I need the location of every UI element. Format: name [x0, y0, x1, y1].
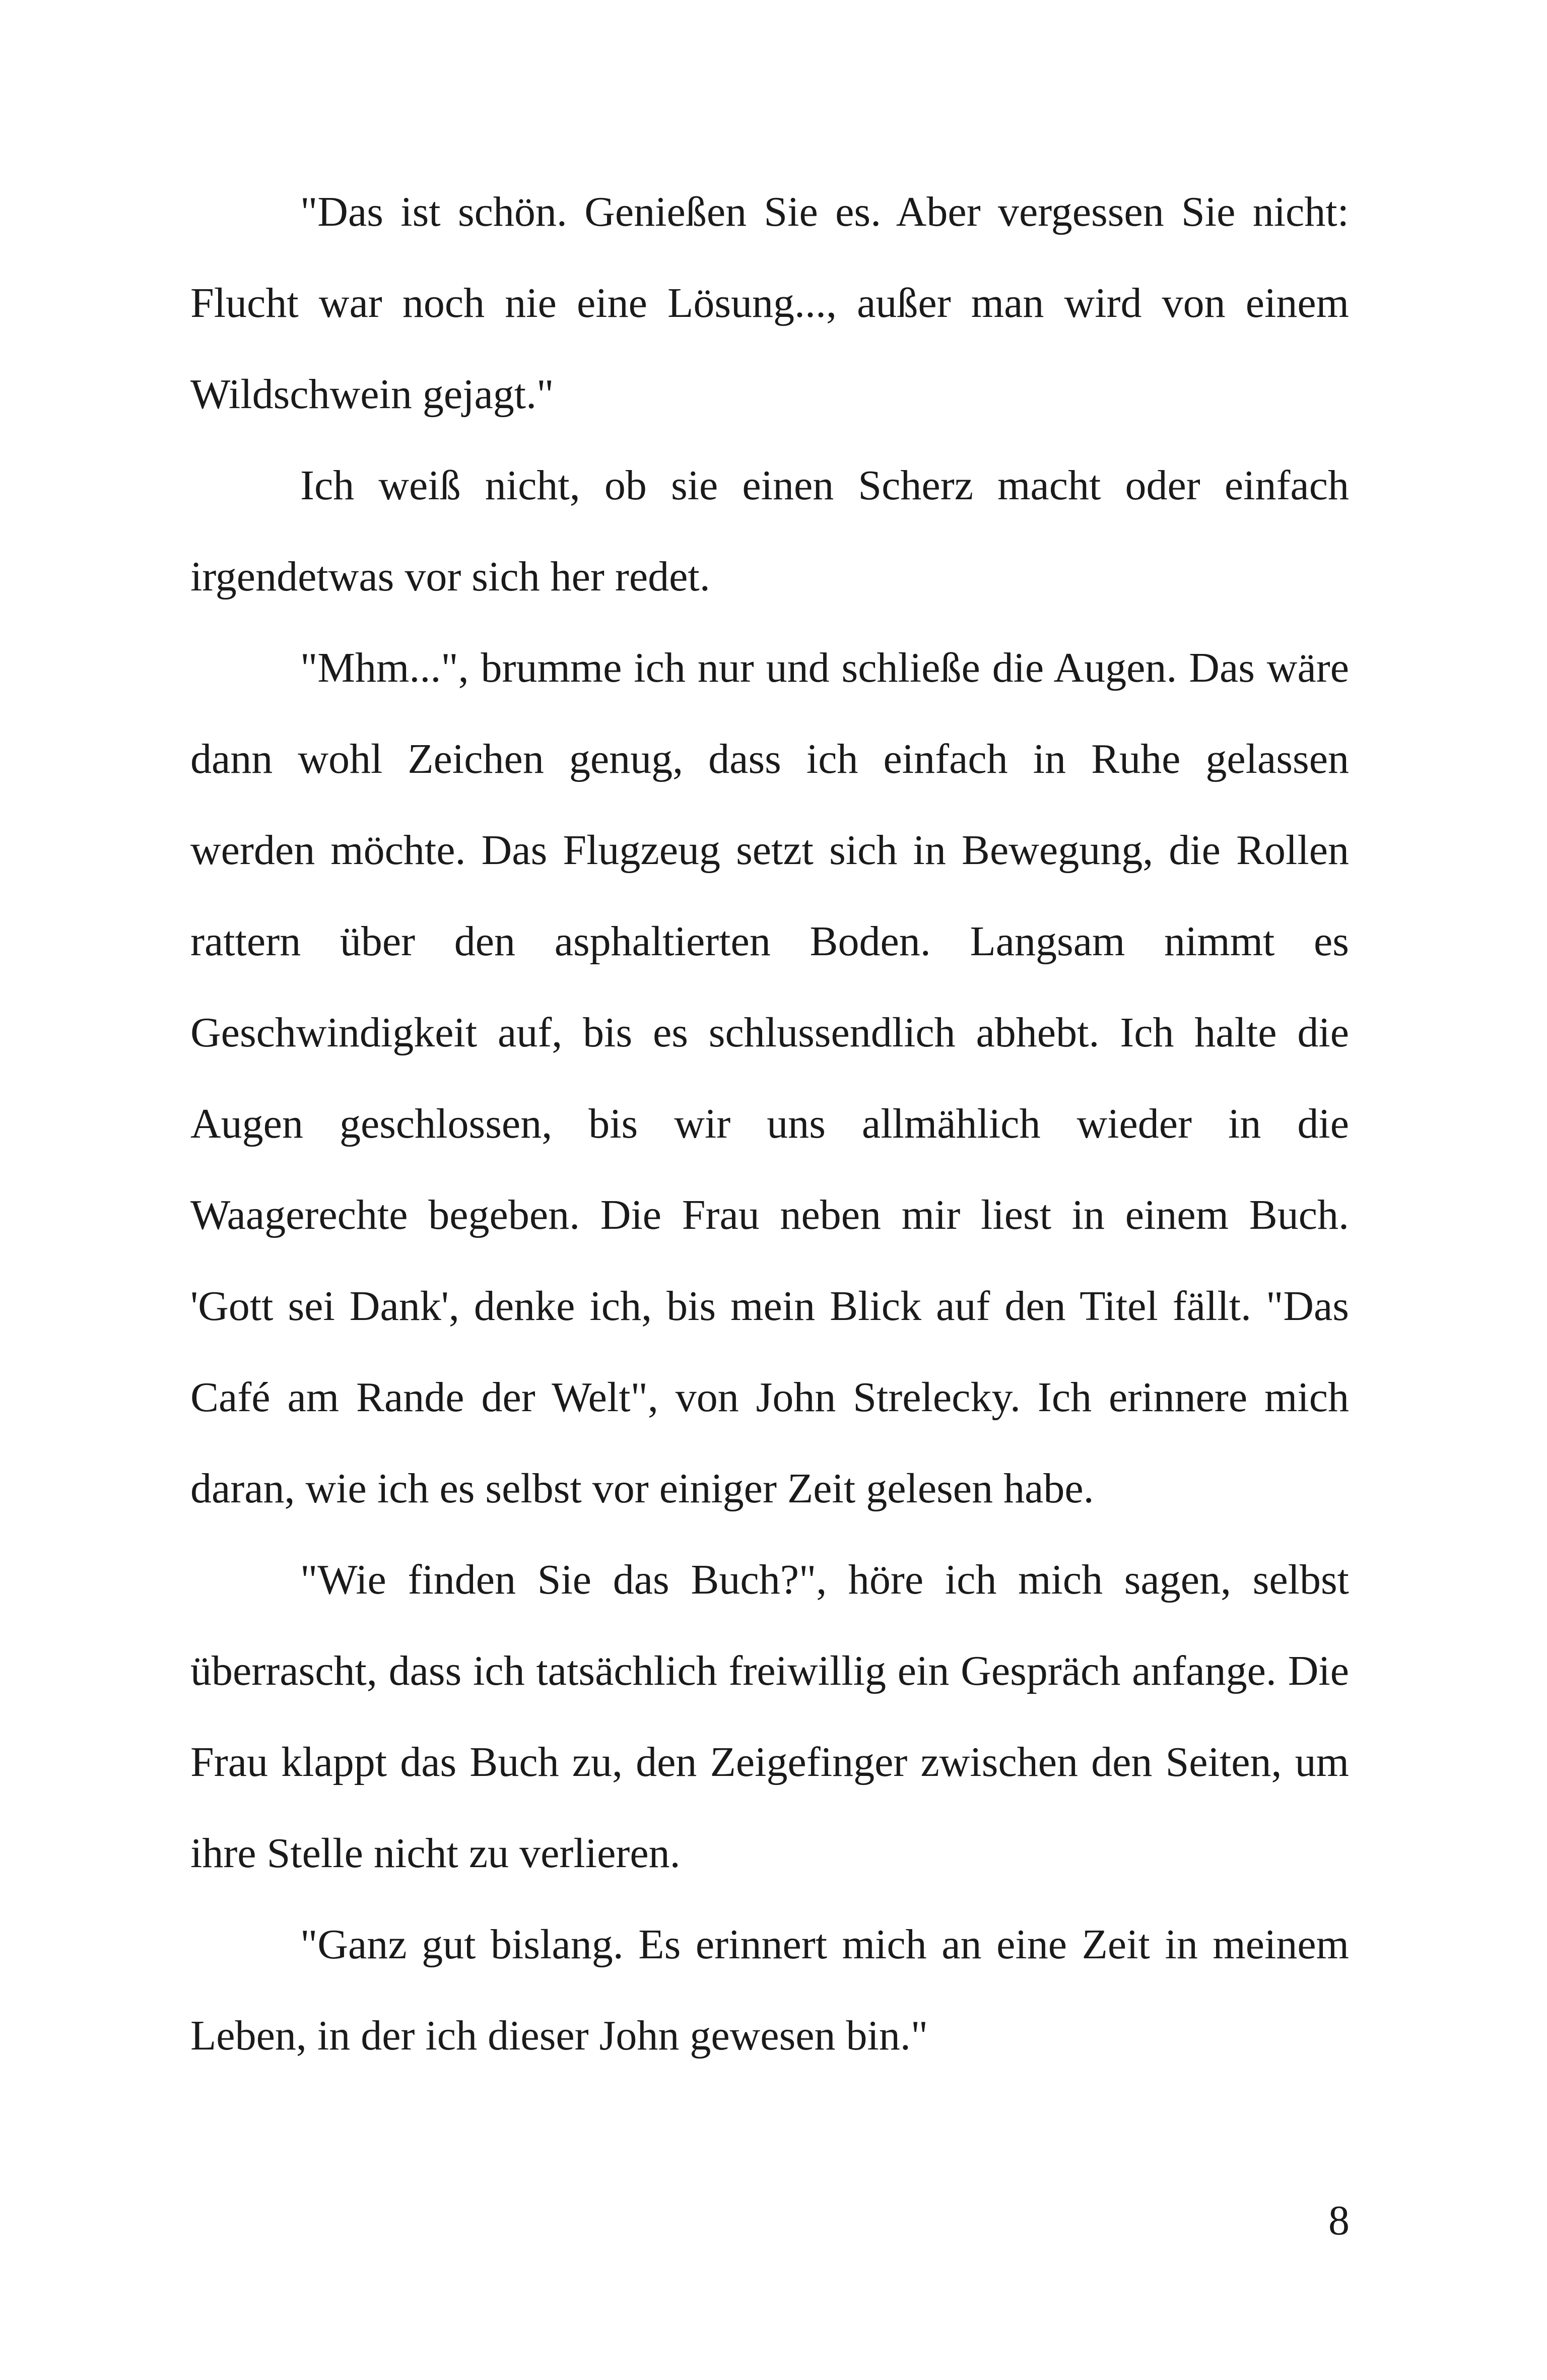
paragraph-2: Ich weiß nicht, ob sie einen Scherz macht oder einfach irgendetwas vor sich her redet.: [190, 462, 1349, 600]
paragraph-1: "Das ist schön. Genießen Sie es. Aber vergessen Sie nicht: Flucht war noch nie eine Lösung..., außer man wird von einem Wildschwein gejagt.": [190, 188, 1349, 418]
body-text: [190, 166, 1349, 2081]
paragraph-4: "Wie finden Sie das Buch?", höre ich mich sagen, selbst überrascht, dass ich tatsächlich freiwillig ein Gespräch anfange. Die Frau klappt das Buch zu, den Zeigefinger zwischen den Seiten, um ihre Stelle nicht zu verlieren.: [190, 1556, 1349, 1877]
paragraph-3: "Mhm...", brumme ich nur und schließe die Augen. Das wäre dann wohl Zeichen genug, dass ich einfach in Ruhe gelassen werden möchte. Das Flugzeug setzt sich in Bewegung, die Rollen rattern über den asphaltierten Boden. Langsam nimmt es Geschwindigkeit auf, bis es schlussendlich abhebt. Ich halte die Augen geschlossen, bis wir uns allmählich wieder in die Waagerechte begeben. Die Frau neben mir liest in einem Buch. 'Gott sei Dank', denke ich, bis mein Blick auf den Titel fällt. "Das Café am Rande der Welt", von John Strelecky. Ich erinnere mich daran, wie ich es selbst vor einiger Zeit gelesen habe.: [190, 644, 1349, 1512]
page-number: 8: [1328, 2197, 1350, 2244]
paragraph-5: "Ganz gut bislang. Es erinnert mich an eine Zeit in meinem Leben, in der ich dieser John gewesen bin.": [190, 1921, 1349, 2059]
